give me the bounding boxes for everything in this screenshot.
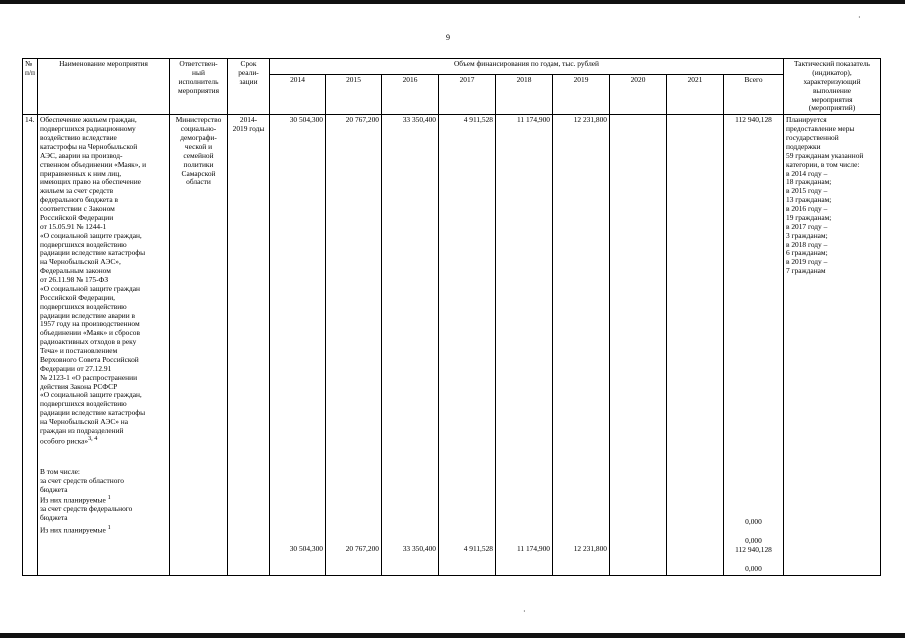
header-term: Срок реали- зации [228,59,270,115]
header-number: № п/п [23,59,38,115]
header-year: 2021 [667,75,724,115]
term-cell: 2014- 2019 годы [228,115,270,575]
year-value: 30 504,300 [289,115,323,125]
scan-border-bottom [0,633,905,638]
table-row [23,115,881,575]
scan-speck: · [523,607,526,616]
header-year: 2020 [610,75,667,115]
header-activity-name: Наименование мероприятия [38,59,170,115]
federal-value: 20 767,200 [345,544,379,554]
footnote-ref: 3, 4 [88,435,98,442]
activity-name-text: Обеспечение жильем граждан, подвергшихся радиационному воздействию вследствие катастрофы на Чернобыльской АЭС, аварии на производ- ственном объединении «Маяк», и приравненных к ним лиц, имеющих право на обеспечение жильем за счет средств федерального бюджета в соответствии с Законом Российской Федерации от 15.05.91 № 1244-1 «О социальной защите граждан, подвергшихся воздействию радиации вследствие катастрофы на Чернобыльской АЭС», Федеральным законом от 26.11.98 № 175-ФЗ «О социальной защите граждан Российской Федерации, подвергшихся воздействию радиации вследствие аварии в 1957 году на производственном объединении «Маяк» и сбросов радиоактивных отходов в реку Теча» и постановлением Верховного Совета Российской Федерации от 27.12.91 № 2123-1 «О распространении действия Закона РСФСР «О социальной защите граждан, подвергшихся воздействию радиации вследствие катастрофы на Чернобыльской АЭС» на граждан из подразделений особого риска» [40,115,147,446]
footnote-ref: 1 [107,494,111,501]
total-value: 112 940,128 [735,115,772,125]
header-responsible: Ответствен- ный исполнитель мероприятия [170,59,228,115]
year-value: 11 174,900 [517,115,550,125]
year-value: 33 350,400 [402,115,436,125]
header-year: 2018 [496,75,553,115]
regional-total: 0,000 [745,517,762,527]
header-funding: Объем финансирования по годам, тыс. рублей [270,59,784,75]
activity-name [40,116,167,446]
year-value: 12 231,800 [573,115,607,125]
responsible-cell: Министерство социально- демографи- ческой и семейной политики Самарской области [170,115,228,575]
header-total: Всего [724,75,784,115]
header-year: 2014 [270,75,326,115]
year-value-cell [553,115,610,575]
year-value: 4 911,528 [463,115,493,125]
row-number: 14. [23,115,38,575]
year-value-cell [610,115,667,575]
header-year: 2015 [326,75,382,115]
year-value-cell [667,115,724,575]
planned-total: 0,000 [745,563,762,573]
planned-label-text: Из них планируемые [40,525,106,535]
year-value-cell [439,115,496,575]
year-value: 20 767,200 [345,115,379,125]
federal-value: 12 231,800 [573,544,607,554]
including-label: В том числе: [40,467,80,477]
regional-budget-label: за счет средств областного бюджета [40,475,124,494]
scan-border-top [0,0,905,4]
planned-total: 0,000 [745,536,762,545]
year-value-cell [326,115,382,575]
federal-value: 30 504,300 [289,544,323,554]
planned-label-text: Из них планируемые [40,495,106,505]
header-year: 2016 [382,75,439,115]
federal-budget-label: за счет средств федерального бюджета [40,504,133,522]
year-value-cell [496,115,553,575]
page-number: 9 [446,33,450,42]
scan-speck: · [858,13,861,22]
planned-label [40,525,167,535]
header-year: 2019 [553,75,610,115]
federal-total: 112 940,128 [735,544,772,554]
activity-name-cell [38,115,170,575]
header-year: 2017 [439,75,496,115]
year-value-cell [382,115,439,575]
footnote-ref: 1 [107,524,111,531]
total-cell [724,115,784,575]
federal-value: 33 350,400 [402,544,436,554]
indicator-cell: Планируется предоставление меры государственной поддержки 59 гражданам указанной категории, в том числе: в 2014 году – 18 гражданам; в 2015 году – 13 гражданам; в 2016 году – 19 гражданам; в 2017 году – 3 гражданам; в 2018 году – 6 гражданам; в 2019 году – 7 гражданам [784,115,881,575]
federal-value: 11 174,900 [517,544,550,554]
year-value-cell [270,115,326,575]
funding-table [22,58,881,576]
header-row [23,59,881,75]
federal-value: 4 911,528 [463,544,493,554]
header-indicator: Тактический показатель (индикатор), характеризующий выполнение мероприятия (мероприятий) [784,59,881,115]
